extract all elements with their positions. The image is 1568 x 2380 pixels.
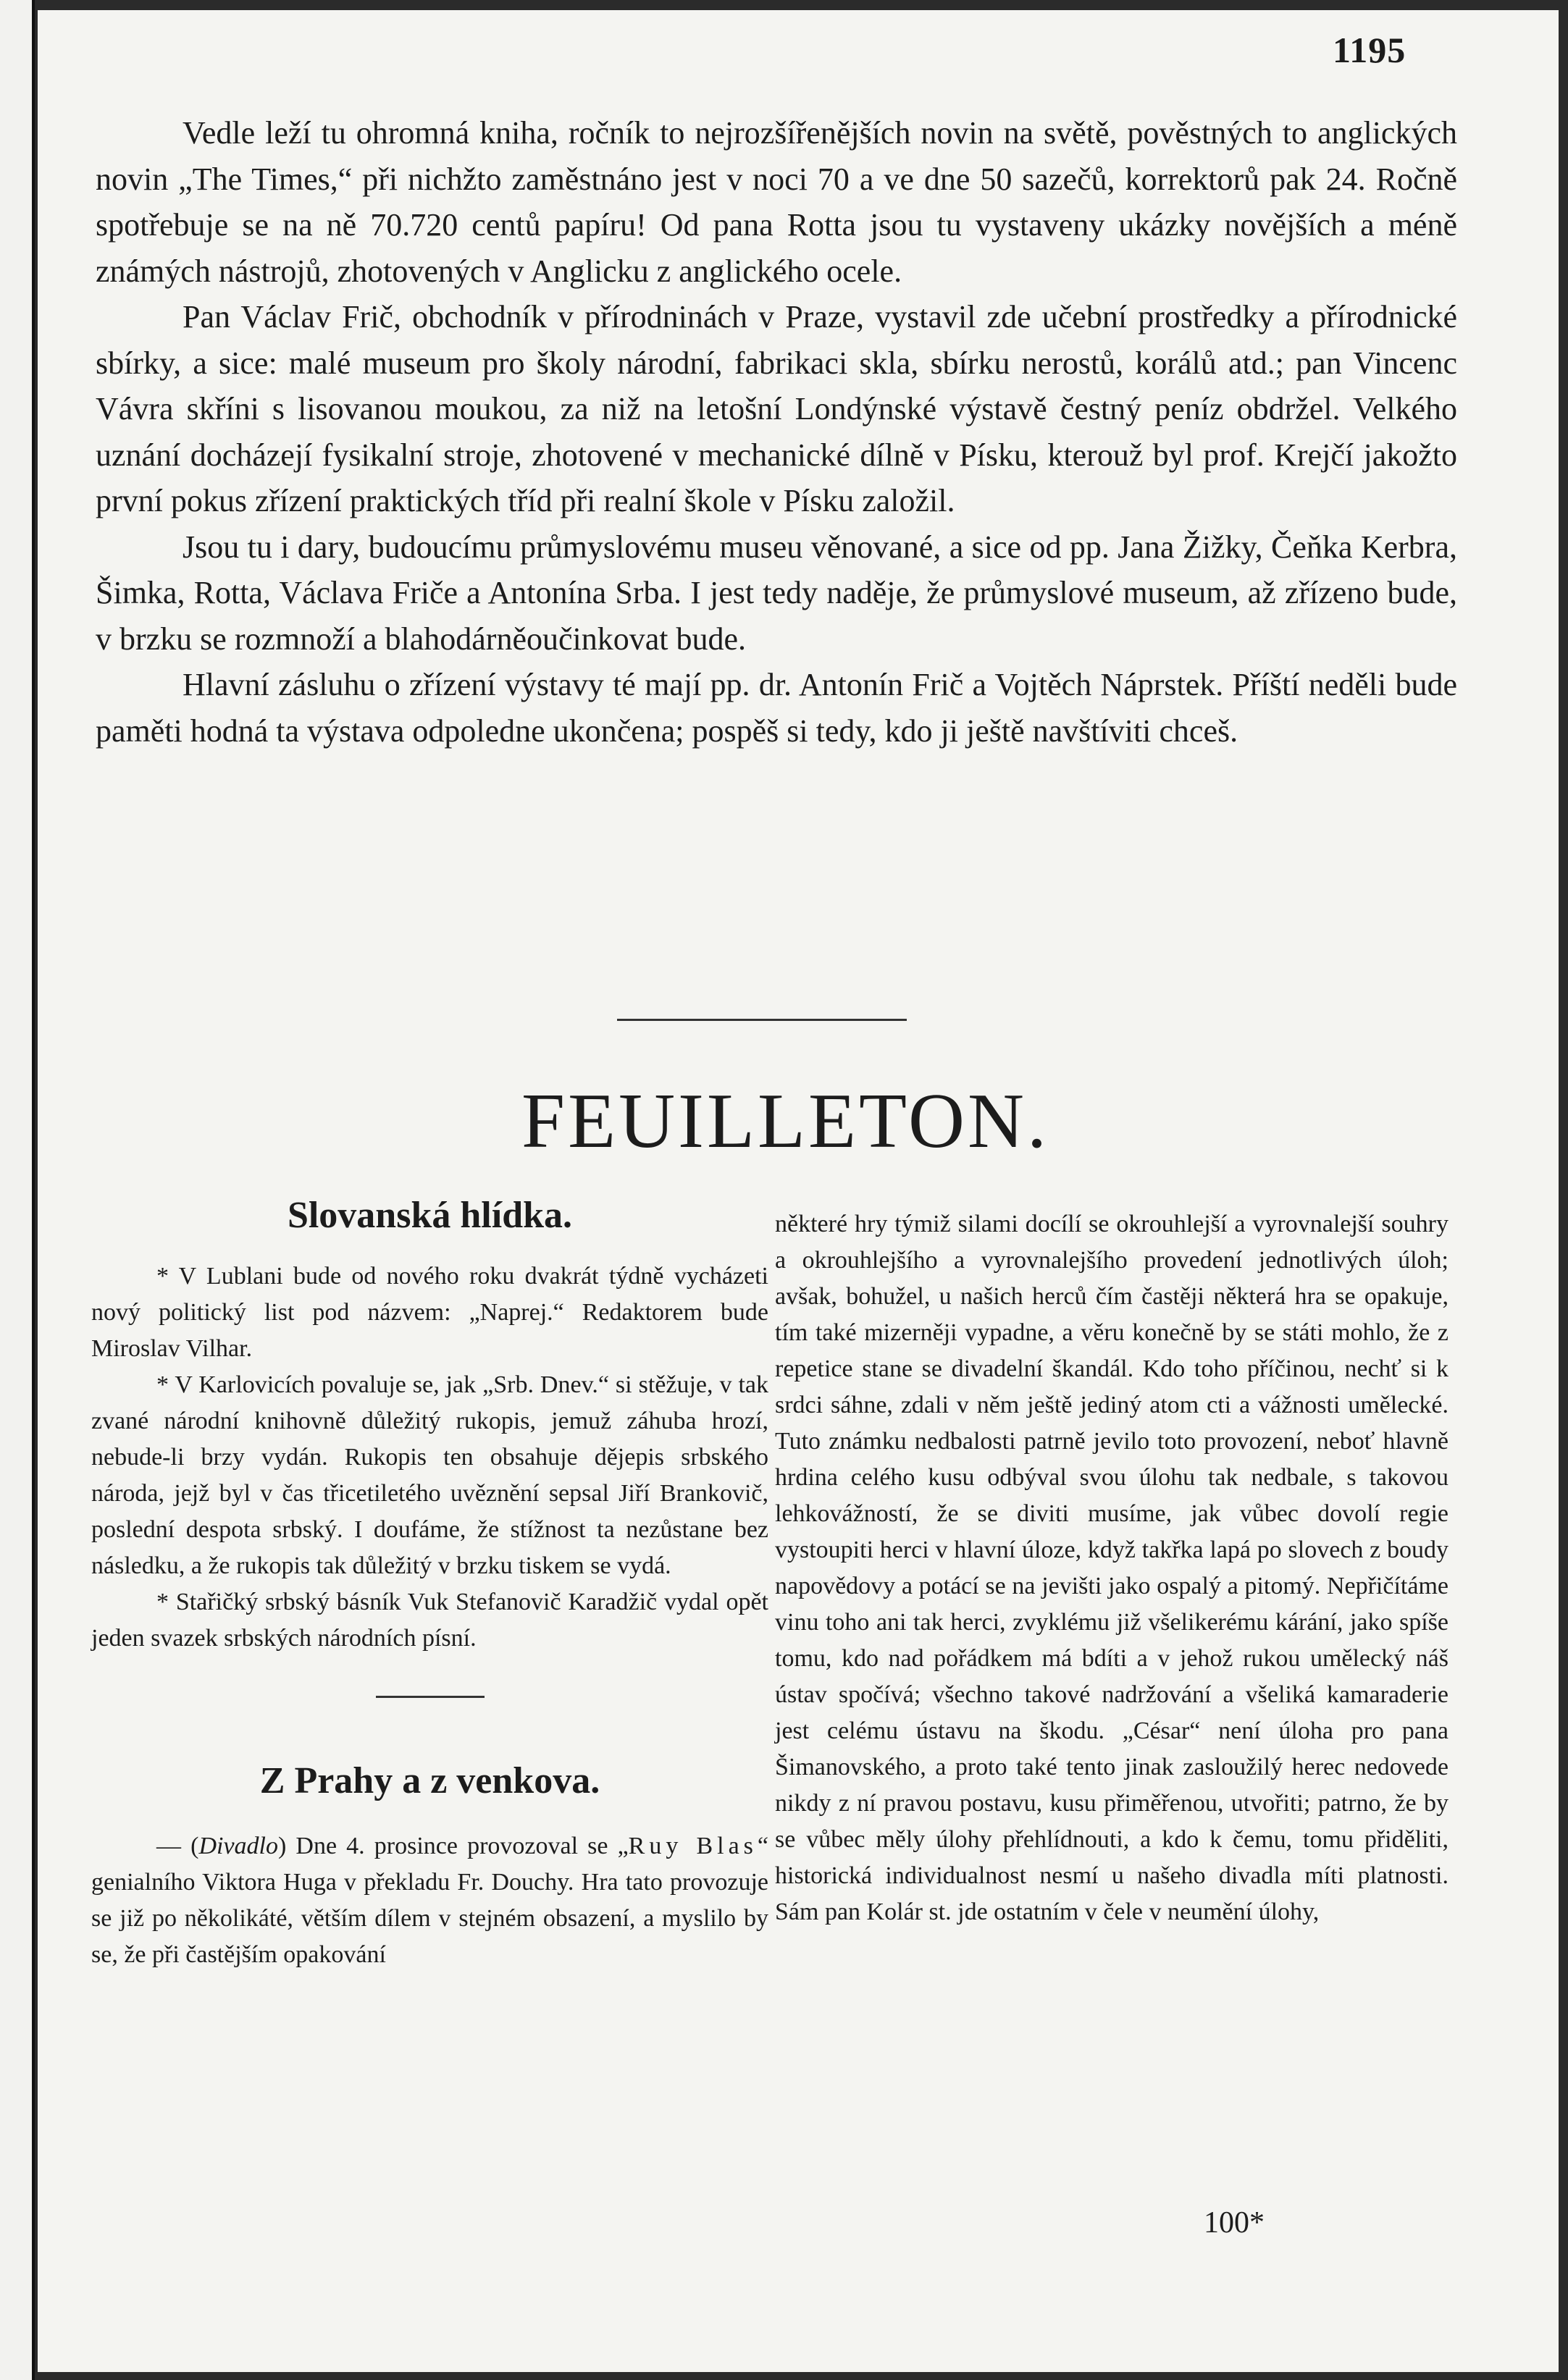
signature-mark: 100*: [1204, 2206, 1265, 2240]
report-dash: — (: [156, 1833, 199, 1859]
z-prahy-heading: Z Prahy a z venkova.: [259, 1760, 600, 1801]
theatre-report-continued: některé hry týmiž silami docílí se okrouhlejší a vyrovnalejší souhry a okrouhlejšího a vyrovnalejšího provedení jednotlivých úloh; avšak, bohužel, u našich herců čím častěji některá hra se opakuje, tím také mizerněji vypadne, a věru konečně by se státi mohlo, že z repetice stane se divadelní škandál. Kdo toho příčinou, nechť si k srdci sáhne, zdali v něm ještě jediný atom cti a vážnosti umělecké. Tuto známku nedbalosti patrně jevilo toto provození, neboť hlavně hrdina celého kusu odbýval svou úlohu tak nedbale, s takovou lehkovážností, že se diviti musíme, jak vůbec dovolí regie vystoupiti herci v hlavní úloze, když takřka lapá po slovech z boudy napovědovy a potácí se na jevišti jako ospalý a pitomý. Nepřičítáme vinu toho ani tak herci, zvyklému již všelikerému kárání, jako spíše tomu, kdo nad pořádkem má bdíti a v jehož rukou umělecký náš ústav spočívá; všechno takové nadržování a všeliká kamaraderie jest celému ústavu na škodu. „César“ není úloha pro pana Šimanovského, a proto také tento jinak zasloužilý herec nedovede nikdy z ní pravou postavu, kusu přiměřenou, utvořiti; patrno, že by se vůbec měly úlohy přehlídnouti, a kdo k čemu, tomu přiděliti, historická individualnost nesmí u našeho divadla míti platnosti. Sám pan Kolár st. jde ostatním v čele v neumění úlohy,: [775, 1211, 1448, 1925]
news-item: * V Karlovicích povaluje se, jak „Srb. Dnev.“ si stěžuje, v tak zvané národní knihovně důležitý rukopis, jemuž záhuba hrozí, nebude-li brzy vydán. Rukopis ten obsahuje dějepis srbského národa, jejž byl v čas třicetiletého uvěznění sepsal Jiří Brankovič, poslední despota srbský. I doufáme, že stížnost ta nezůstane bez následku, a že rukopis tak důležitý v brzku tiskem se vydá.: [91, 1371, 768, 1579]
adjacent-page-edge: [0, 0, 35, 2380]
upper-paragraph: Vedle leží tu ohromná kniha, ročník to nejrozšířenějších novin na světě, pověstných to anglických novin „The Times,“ při nichžto zaměstnáno jest v noci 70 a ve dne 50 sazečů, korrektorů pak 24. Ročně spotřebuje se na ně 70.720 centů papíru! Od pana Rotta jsou tu vystaveny ukázky novějších a méně známých nástrojů, zhotovených v Anglicku z anglického ocele.: [96, 115, 1457, 289]
newspaper-page: [38, 10, 1559, 2372]
slovanska-hlidka-heading: Slovanská hlídka.: [287, 1195, 573, 1236]
feuilleton-title: FEUILLETON.: [521, 1078, 1049, 1164]
page-number: 1195: [1333, 30, 1406, 70]
upper-paragraph: Hlavní zásluhu o zřízení výstavy té mají pp. dr. Antonín Frič a Vojtěch Náprstek. Příští neděli bude paměti hodná ta výstava odpoledne ukončena; pospěš si tedy, kdo ji ještě navštíviti chceš.: [96, 667, 1457, 749]
column-dash-separator: [376, 1696, 485, 1698]
play-title: Ruy Blas: [628, 1833, 758, 1859]
news-item: * Stařičký srbský básník Vuk Stefanovič Karadžič vydal opět jeden svazek srbských národních písní.: [91, 1589, 768, 1652]
report-text: “ genialního Viktora Huga v překladu Fr. Douchy. Hra tato provozuje se již po několikáté, větším dílem v stejném obsazení, a myslilo by se, že při častějším opakování: [91, 1833, 769, 1968]
upper-article: [96, 110, 1457, 754]
news-item: * V Lublani bude od nového roku dvakrát týdně vycházeti nový politický list pod názvem: „Naprej.“ Redaktorem bude Miroslav Vilhar.: [91, 1263, 768, 1362]
upper-paragraph: Jsou tu i dary, budoucímu průmyslovému museu věnované, a sice od pp. Jana Žižky, Čeňka Kerbra, Šimka, Rotta, Václava Friče a Antonína Srba. I jest tedy naděje, že průmyslové museum, až zřízeno bude, v brzku se rozmnoží a blahodárněoučinkovat bude.: [96, 529, 1457, 657]
theatre-report: [91, 1828, 768, 1973]
right-column: [775, 1206, 1448, 1930]
report-intro: ) Dne 4. prosince provozoval se „: [277, 1833, 629, 1859]
left-column: [91, 1190, 768, 1973]
upper-paragraph: Pan Václav Frič, obchodník v přírodninách v Praze, vystavil zde učební prostředky a přírodnické sbírky, a sice: malé museum pro školy národní, fabrikaci skla, sbírku nerostů, korálů atd.; pan Vincenc Vávra skříni s lisovanou moukou, za niž na letošní Londýnské výstavě čestný peníz obdržel. Velkého uznání docházejí fysikalní stroje, zhotovené v mechanické dílně v Písku, kterouž byl prof. Krejčí jakožto první pokus zřízení praktických tříd při realní škole v Písku založil.: [96, 299, 1457, 518]
section-separator-rule: [617, 1019, 907, 1021]
report-label: Divadlo: [198, 1833, 278, 1859]
